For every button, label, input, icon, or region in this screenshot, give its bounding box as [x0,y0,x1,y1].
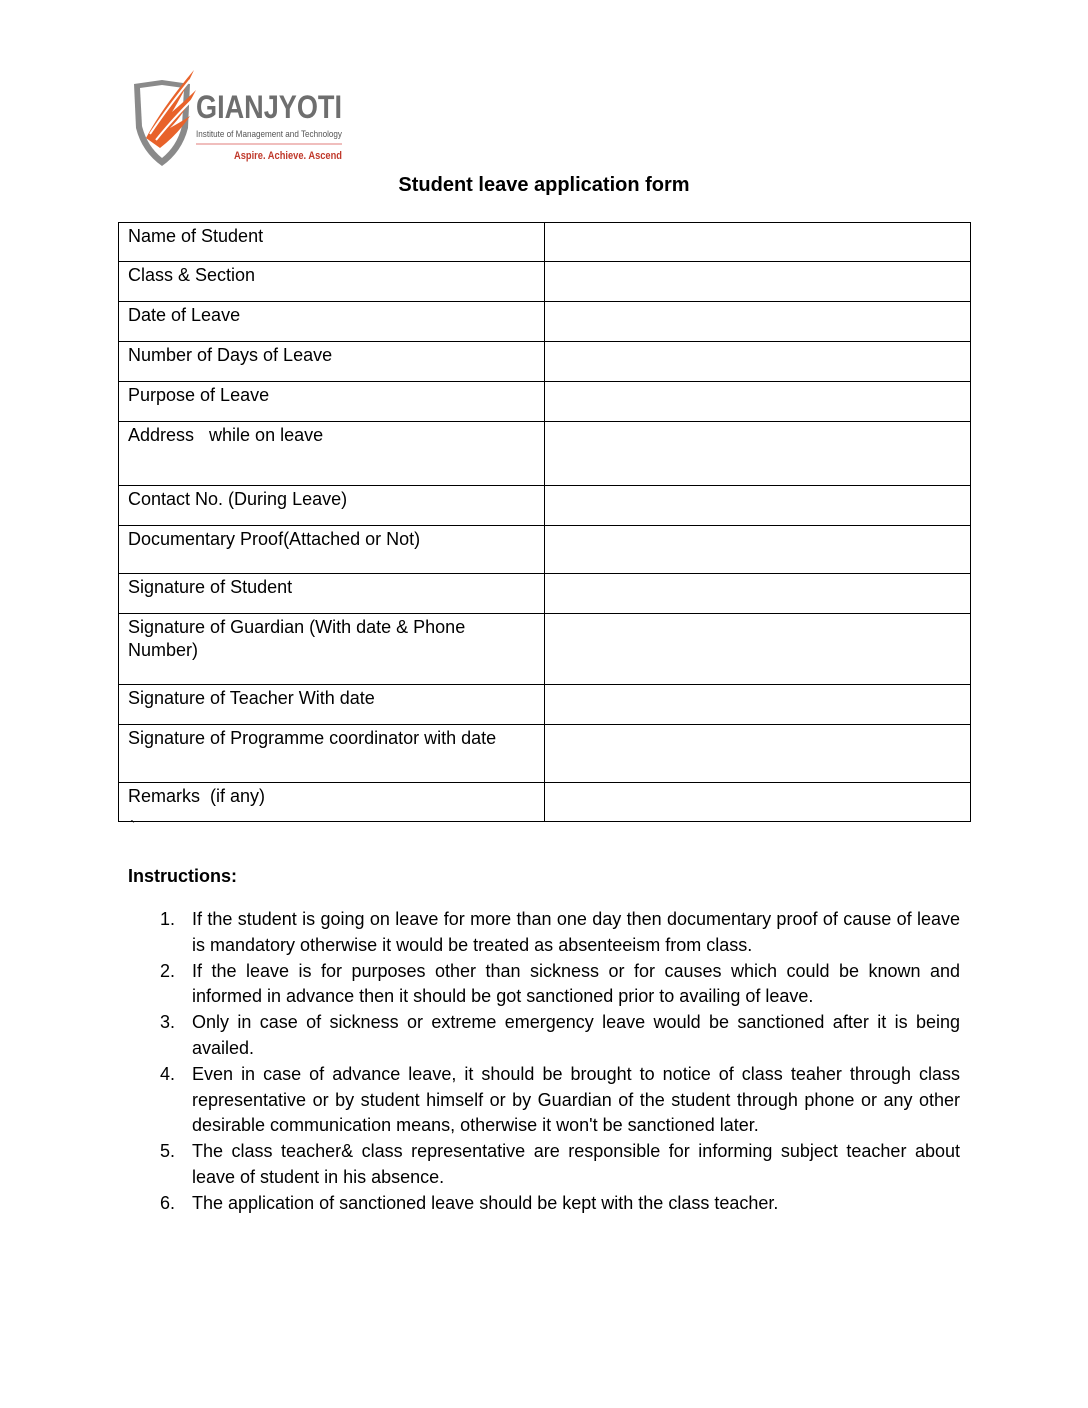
field-label: Signature of Guardian (With date & Phone Number) [119,614,545,685]
table-row [119,342,971,382]
field-label: Number of Days of Leave [119,342,545,382]
field-value-cell[interactable] [545,422,971,486]
list-number: 3. [160,1012,176,1033]
list-item [160,959,960,1011]
field-label: Signature of Programme coordinator with date [119,725,545,783]
field-value-cell[interactable] [545,526,971,574]
stray-mark: ` [130,819,136,836]
field-value-cell[interactable] [545,262,971,302]
field-label: Date of Leave [119,302,545,342]
list-number: 6. [160,1192,176,1213]
table-row [119,783,971,822]
field-label: Purpose of Leave [119,382,545,422]
table-row [119,223,971,262]
field-label: Address while on leave [119,422,545,486]
field-value-cell[interactable] [545,486,971,526]
list-item [160,1191,960,1217]
table-row [119,422,971,486]
list-number: 5. [160,1141,176,1162]
institute-logo [132,68,352,170]
list-text: Even in case of advance leave, it should be brought to notice of class teaher through class representative or by student himself or by Guardian of the student through phone or any other desirable communication means, otherwise it won't be sanctioned later. [192,1063,960,1136]
list-text: The class teacher& class representative are responsible for informing subject teacher about leave of student in his absence. [192,1141,960,1187]
field-value-cell[interactable] [545,223,971,262]
list-text: If the leave is for purposes other than sickness or for causes which could be known and informed in advance then it should be got sanctioned prior to availing of leave. [192,960,960,1007]
table-row [119,526,971,574]
field-label: Signature of Student [119,574,545,614]
field-value-cell[interactable] [545,614,971,685]
shield-icon [134,70,196,166]
field-value-cell[interactable] [545,783,971,822]
table-row [119,574,971,614]
list-item [160,1062,960,1139]
table-row [119,302,971,342]
brand-tagline: Aspire. Achieve. Ascend [234,150,342,162]
field-value-cell[interactable] [545,685,971,725]
list-text: If the student is going on leave for more than one day then documentary proof of cause of leave is mandatory otherwise it would be treated as absenteeism from class. [192,909,960,955]
list-number: 2. [160,960,176,981]
field-value-cell[interactable] [545,574,971,614]
instructions-list [160,907,960,1217]
list-item [160,907,960,959]
table-row [119,262,971,302]
field-label: Contact No. (During Leave) [119,486,545,526]
field-label: Remarks (if any) [119,783,545,822]
leave-form-table [118,222,971,822]
field-value-cell[interactable] [545,342,971,382]
list-number: 4. [160,1063,176,1084]
field-label: Name of Student [119,223,545,262]
list-item [160,1010,960,1062]
table-row [119,382,971,422]
table-row [119,486,971,526]
list-text: Only in case of sickness or extreme emergency leave would be sanctioned after it is being availed. [192,1012,960,1058]
list-number: 1. [160,909,176,929]
table-row [119,725,971,783]
field-value-cell[interactable] [545,302,971,342]
field-value-cell[interactable] [545,382,971,422]
field-value-cell[interactable] [545,725,971,783]
instructions-heading: Instructions: [128,866,238,886]
list-text: The application of sanctioned leave should be kept with the class teacher. [192,1192,779,1213]
field-label: Signature of Teacher With date [119,685,545,725]
field-label: Class & Section [119,262,545,302]
table-row [119,614,971,685]
form-title: Student leave application form [398,174,690,196]
table-row [119,685,971,725]
list-item [160,1139,960,1191]
field-label: Documentary Proof(Attached or Not) [119,526,545,574]
brand-name: GIANJYOTI [196,89,342,125]
brand-subtitle: Institute of Management and Technology [196,129,343,140]
